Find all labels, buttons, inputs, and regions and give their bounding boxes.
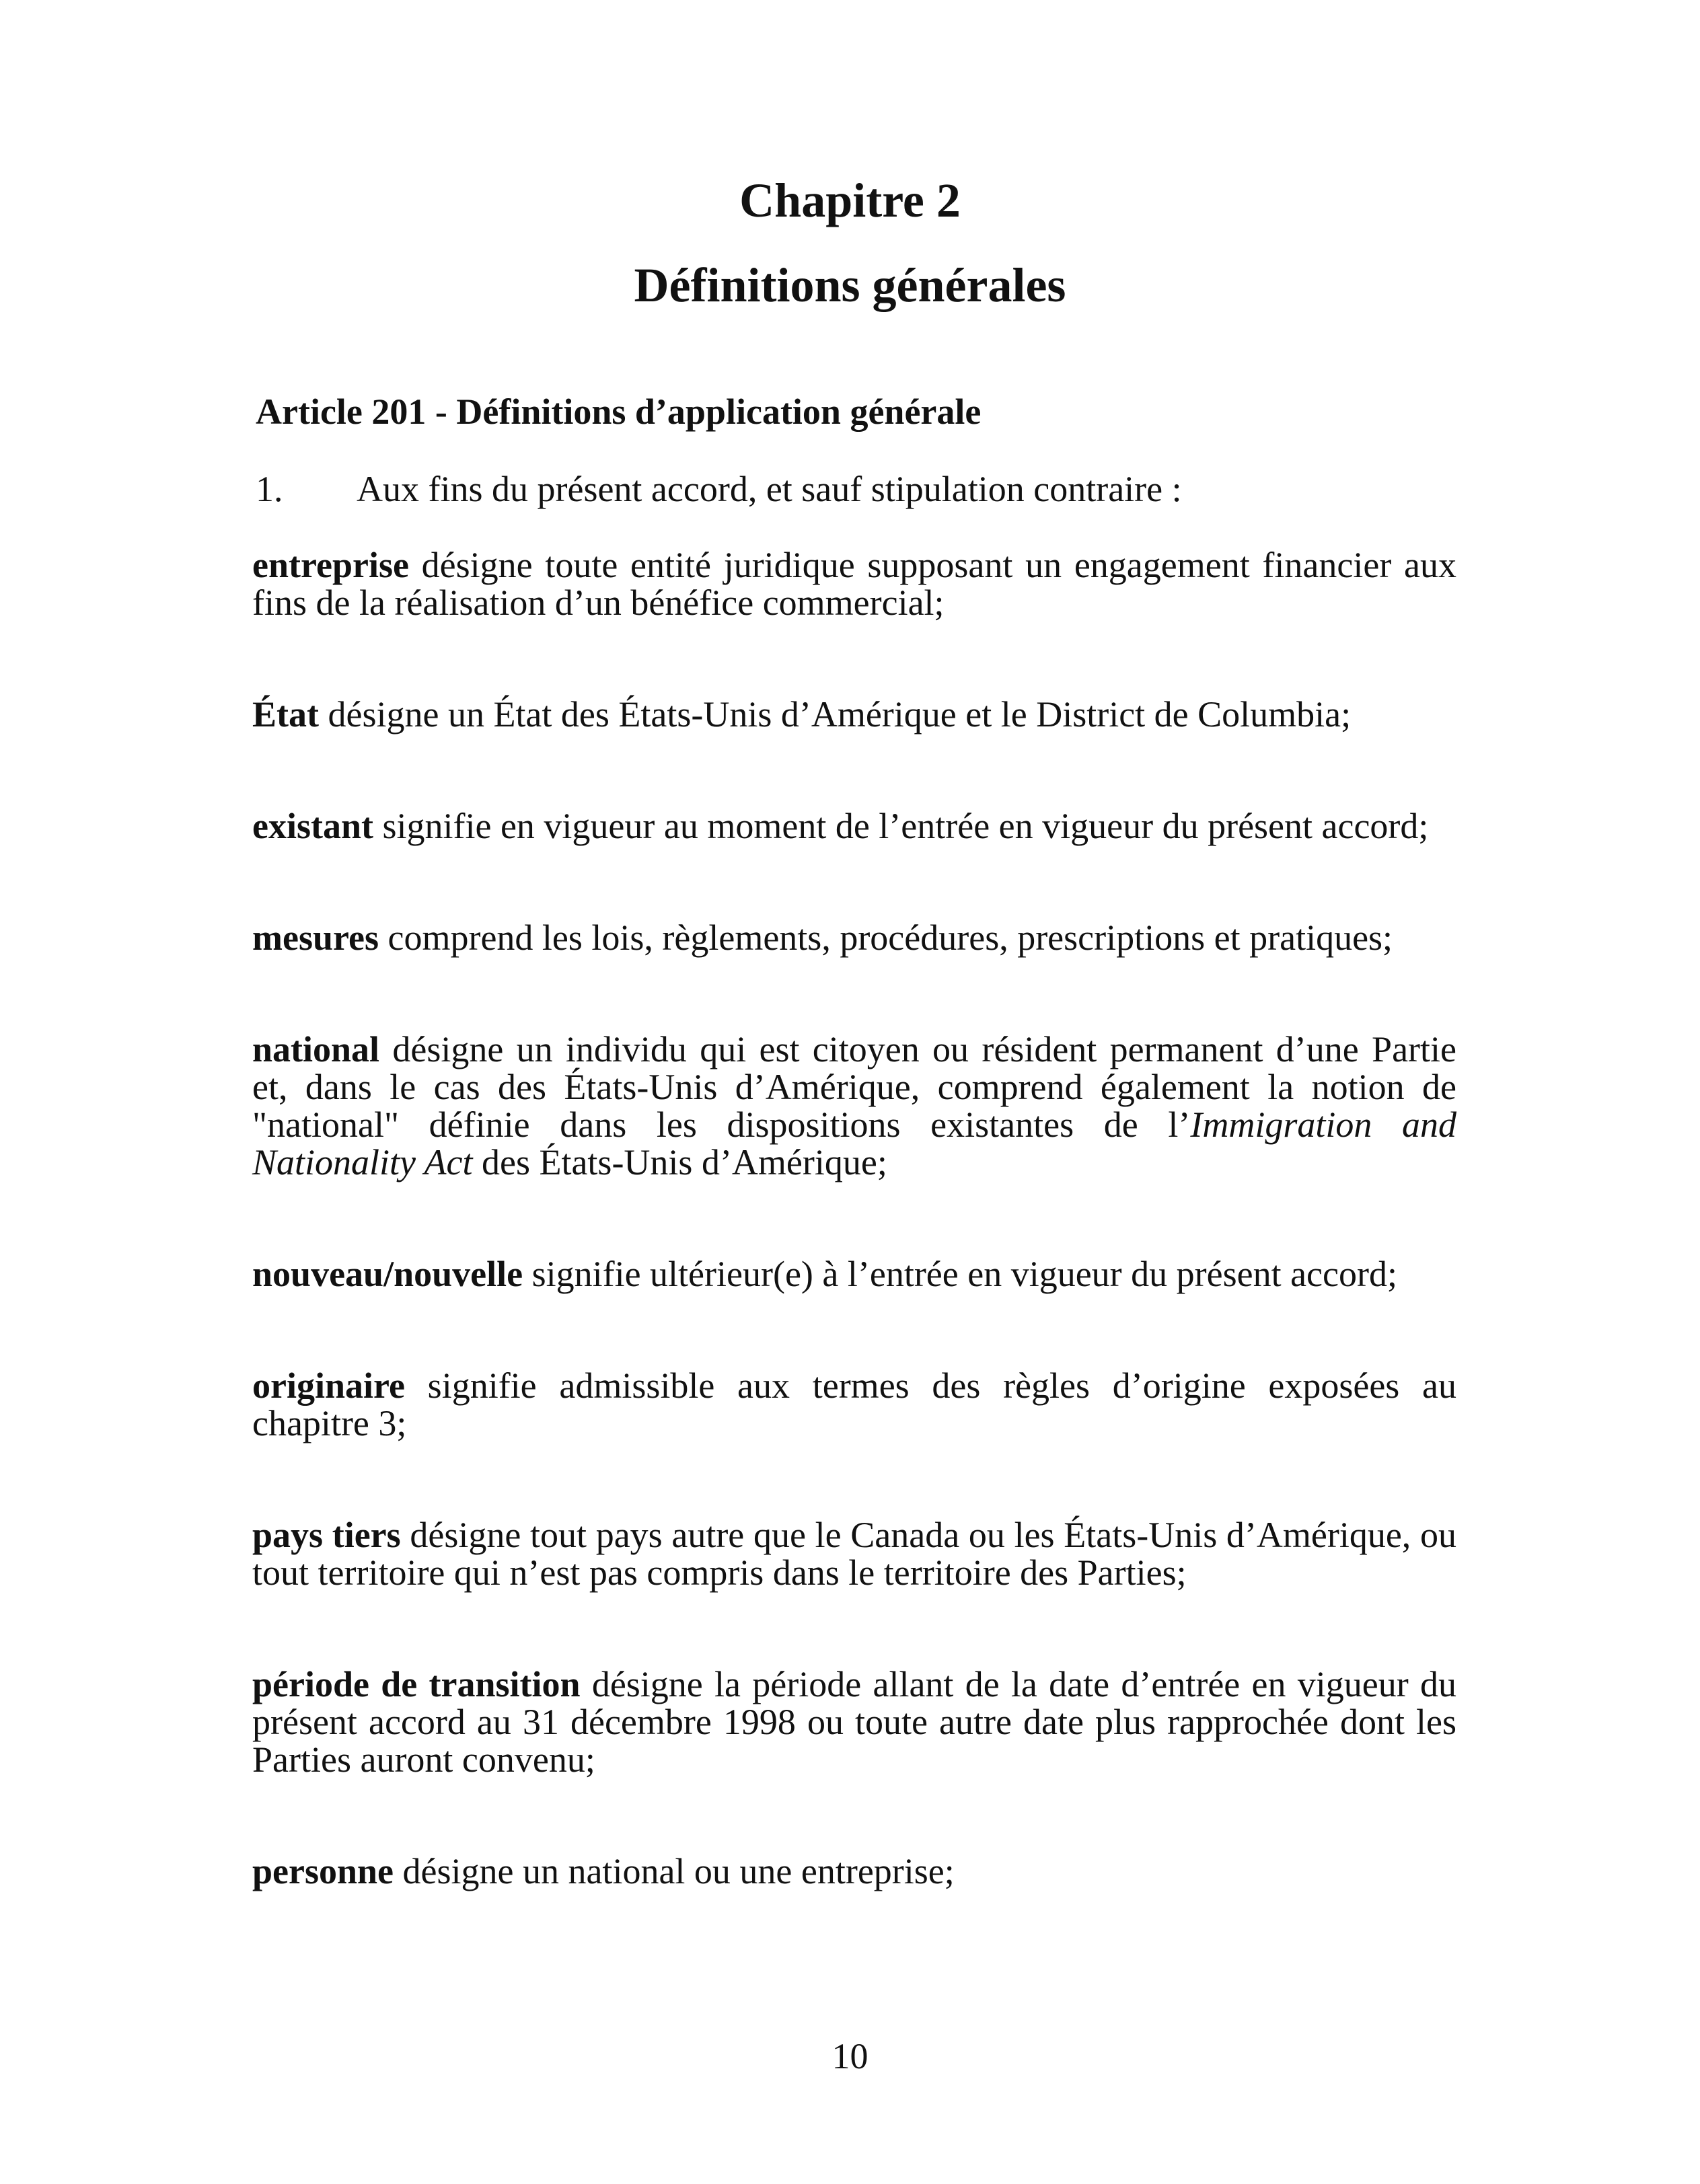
definition-text: désigne un État des États-Unis d’Amérique et le District de Columbia; [318,694,1352,735]
page-number: 10 [831,2036,869,2076]
definition-term: nouveau/nouvelle [252,1254,523,1294]
definition-existant [252,807,1456,845]
definition-personne [252,1852,1456,1890]
definition-etat [252,695,1456,733]
definition-term: personne [252,1851,394,1891]
definition-text: signifie en vigueur au moment de l’entrée en vigueur du présent accord; [373,806,1429,846]
definition-term: mesures [252,917,379,958]
definition-term: période de transition [252,1664,581,1704]
definition-term: État [252,694,319,735]
chapter-heading: Chapitre 2 [739,174,961,227]
intro-paragraph [256,471,1182,507]
definition-text: signifie ultérieur(e) à l’entrée en vigueur du présent accord; [523,1254,1397,1294]
paragraph-number: 1. [256,469,283,509]
definition-term: existant [252,806,373,846]
definition-text: signifie admissible aux termes des règles d’origine exposées au chapitre 3; [252,1365,1456,1443]
definition-pays-tiers [252,1516,1456,1591]
definition-mesures [252,919,1456,956]
chapter-subtitle: Définitions générales [634,258,1066,312]
article-title: Article 201 - Définitions d’application générale [256,391,982,432]
definition-text: comprend les lois, règlements, procédures, prescriptions et pratiques; [378,917,1393,958]
definitions-list [252,546,1456,1964]
definition-text: désigne tout pays autre que le Canada ou les États-Unis d’Amérique, ou tout territoire qui n’est pas compris dans le territoire des Parties; [252,1515,1456,1593]
definition-originaire [252,1367,1456,1442]
definition-term: entreprise [252,545,409,585]
definition-text: désigne la période allant de la date d’entrée en vigueur du présent accord au 31 décembre 1998 ou toute autre date plus rapprochée dont les Parties auront convenu; [252,1664,1456,1780]
definition-national [252,1030,1456,1181]
definition-term: originaire [252,1365,405,1406]
definition-nouveau [252,1255,1456,1293]
definition-text: désigne un individu qui est citoyen ou résident permanent d’une Partie et, dans le cas des États-Unis d’Amérique, comprend également la notion de "national" définie dans les dispositions existantes de l’ [252,1029,1456,1145]
definition-text: désigne toute entité juridique supposant un engagement financier aux fins de la réalisation d’un bénéfice commercial; [252,545,1456,623]
definition-italic-act-name: Immigration and Nationality Act [252,1104,1456,1182]
intro-text: Aux fins du présent accord, et sauf stipulation contraire : [357,469,1182,509]
definition-term: national [252,1029,380,1069]
definition-entreprise [252,546,1456,622]
definition-text: des États-Unis d’Amérique; [472,1142,887,1182]
definition-term: pays tiers [252,1515,401,1555]
definition-periode-de-transition [252,1665,1456,1778]
definition-text: désigne un national ou une entreprise; [394,1851,955,1891]
